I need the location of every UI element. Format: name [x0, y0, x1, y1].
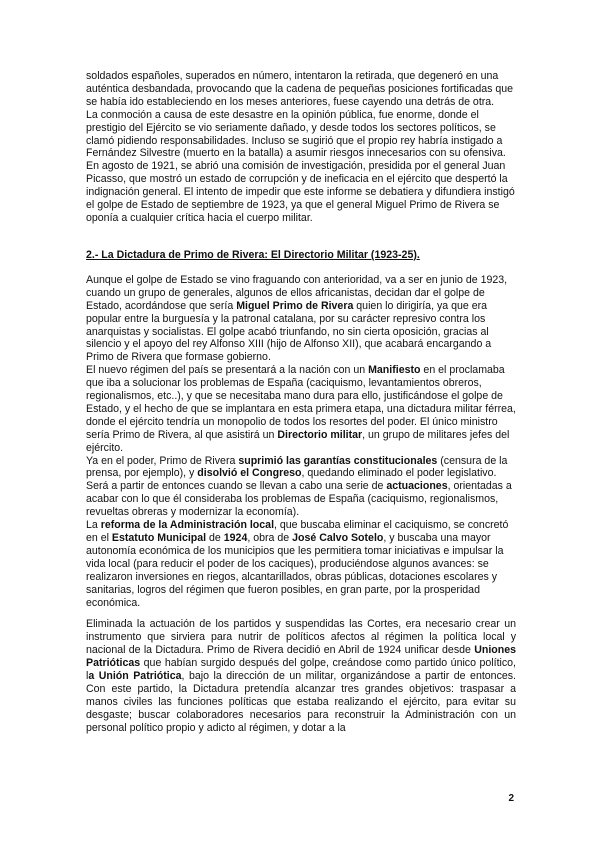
body-paragraph-5: La reforma de la Administración local, que buscaba eliminar el caciquismo, se concretó en el Estatuto Municipal de 1924, obra de José Calvo Sotelo, y buscaba una mayor autonomía económica de los municipios que les permitiera tomar iniciativas e impulsar la vida local (para reducir el poder de los caciques), produciéndose algunos avances: se realizaron inversiones en riegos, alcantarillados, obras públicas, dotaciones escolares y sanitarias, logros del régimen que fueron posibles, en gran parte, por la prosperidad económica.	[86, 519, 509, 609]
bold-term: disolvió el Congreso	[197, 467, 302, 480]
body-paragraph-6: Eliminada la actuación de los partidos y suspendidas las Cortes, era necesario crear un instrumento que sirviera para nutrir de políticos afectos al régimen la política local y nacional de la Dictadura. Primo de Rivera decidió en Abril de 1924 unificar desde Uniones Patrióticas que habían surgido después del golpe, creándose como partido único político, la Unión Patriótica, bajo la dirección de un militar, organizándose a partir de entonces. Con este partido, la Dictadura pretendía alcanzar tres grandes objetivos: traspasar a manos civiles las funciones políticas que estaba realizando el ejército, para evitar su desgaste; buscar colaboradores necesarios para reconstruir la Administración con un personal político propio y adicto al régimen, y dotar a la	[86, 618, 517, 734]
section-heading: 2.- La Dictadura de Primo de Rivera: El Directorio Militar (1923-25).	[86, 248, 420, 261]
bold-term: Manifiesto	[368, 364, 421, 377]
body-paragraph-4: Será a partir de entonces cuando se llevan a cabo una serie de actuaciones, orientadas a acabar con lo que él consideraba los problemas de España (caciquismo, regionalismos, revueltas obreras y modernizar la economía).	[86, 480, 512, 519]
intro-paragraph-2: La conmoción a causa de este desastre en la opinión pública, fue enorme, donde el prestigio del Ejército se vio seriamente dañado, y desde todos los sectores políticos, se clamó pidiendo responsabilidades. Incluso se sugirió que el propio rey habría instigado a Fernández Silvestre (muerto en la batalla) a asumir riesgos innecesarios con su ofensiva.	[86, 108, 506, 160]
bold-term: suprimió las garantías constitucionales	[238, 454, 438, 467]
bold-term: a Unión Patriótica	[88, 670, 182, 683]
intro-paragraph-3: En agosto de 1921, se abrió una comisión de investigación, presidida por el general Juan Picasso, que mostró un estado de corrupción y de ineficacia en el ejército que despertó la indignación general. El intento de impedir que este informe se debatiera y difundiera instigó el golpe de Estado de septiembre de 1923, ya que el general Miguel Primo de Rivera se oponía a cualquier crítica hacia el cuerpo militar.	[86, 160, 515, 224]
bold-term: 1924	[223, 532, 248, 544]
bold-term: José Calvo Sotelo	[292, 532, 384, 544]
page-number: 2	[508, 793, 514, 804]
body-paragraph-1: Aunque el golpe de Estado se vino fraguando con anterioridad, va a ser en junio de 1923, cuando un grupo de generales, algunos de ellos africanistas, decidan dar el golpe de Estado, acordándose que sería Miguel Primo de Rivera quien lo dirigiría, ya que era popular entre la burguesía y la patronal catalana, por su carácter represivo contra los anarquistas y socialistas. El golpe acabó triunfando, no sin cierta oposición, gracias al silencio y el apoyo del rey Alfonso XIII (hijo de Alfonso XII), que acabará encargando a Primo de Rivera que formase gobierno.	[86, 273, 508, 364]
bold-term: Miguel Primo de Rivera	[236, 299, 354, 312]
bold-term: Uniones Patrióticas	[86, 644, 516, 670]
intro-paragraph-1: soldados españoles, superados en número, intentaron la retirada, que degeneró en una auténtica desbandada, provocando que la cadena de pequeñas posiciones fortificadas que se había ido estableciendo en los meses anteriores, fuese cayendo una detrás de otra.	[86, 70, 514, 108]
body-paragraph-2: El nuevo régimen del país se presentará a la nación con un Manifiesto en el proclamaba que iba a solucionar los problemas de España (caciquismo, levantamientos obreros, regionalismos, etc..), y que se necesitaba mano dura para ello, justificándose el golpe de Estado, y el hecho de que se implantara en esta primera etapa, una dictadura militar férrea, donde el ejército tendría un monopolio de todos los resortes del poder. El único ministro sería Primo de Rivera, al que asistirá un Directorio militar, un grupo de militares jefes del ejército.	[86, 364, 516, 454]
body-paragraph-3: Ya en el poder, Primo de Rivera suprimió las garantías constitucionales (censura de la prensa, por ejemplo), y disolvió el Congreso, quedando eliminado el poder legislativo.	[86, 454, 508, 480]
bold-term: actuaciones	[386, 480, 448, 493]
bold-term: Directorio militar	[277, 428, 363, 441]
document-body	[86, 70, 516, 735]
bold-term: Estatuto Municipal	[111, 532, 207, 544]
bold-term: reforma de la Administración local	[100, 519, 275, 532]
